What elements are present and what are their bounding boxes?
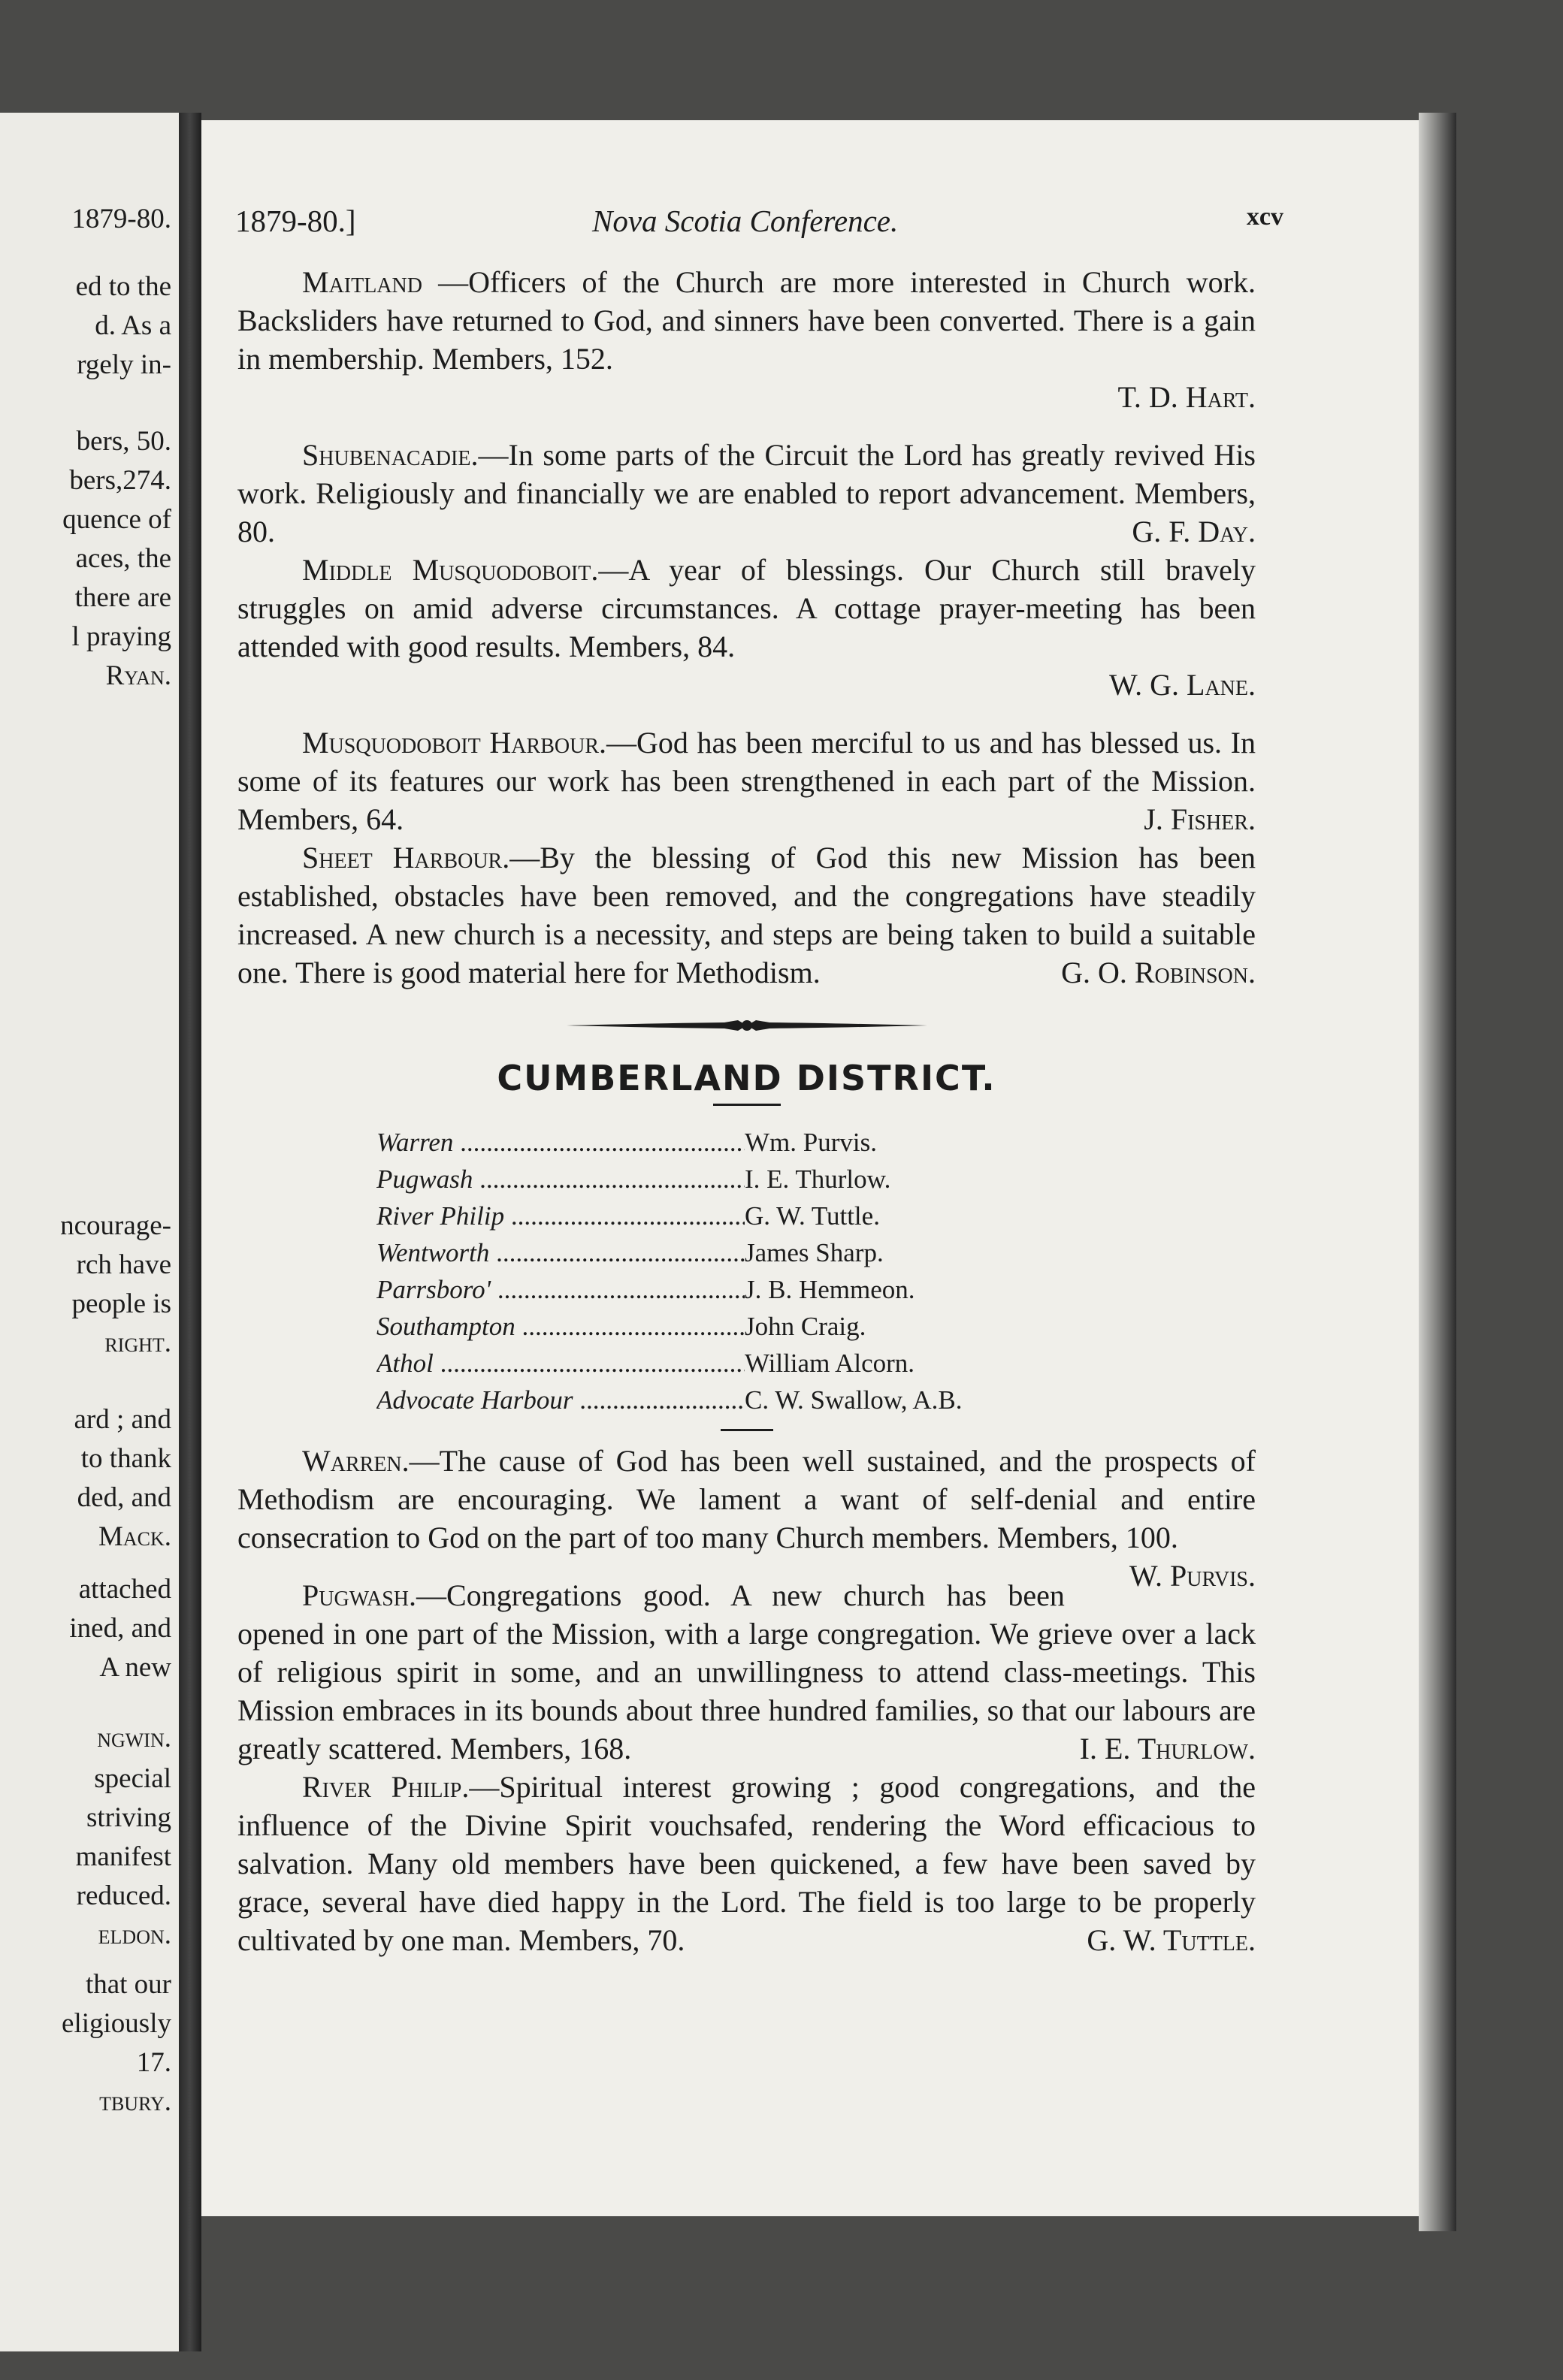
- circuit-place: Advocate Harbour .....: [376, 1382, 745, 1418]
- facing-page-line: ined, and: [69, 1613, 171, 1644]
- facing-page-line: quence of: [62, 504, 171, 535]
- report-text: —Spiritual interest growing ; good congregations, and the influence of the Divine Spirit vouchsafed, rendering the Word efficacious to salvation. Many old members have been quickened, a few have been saved by grace, several have died happy in the Lord. The field is too large to be properly cultivated by one man. Members, 70.: [237, 1770, 1256, 1957]
- minister-signature: J. Fisher.: [1144, 802, 1256, 836]
- appointed-minister: G. W. Tuttle.: [745, 1201, 880, 1231]
- facing-page-line: rgely in-: [77, 349, 171, 380]
- circuit-name: Sheet Harbour.: [302, 841, 510, 874]
- appointments-list: [376, 1124, 1053, 1418]
- facing-page-line: Mack.: [98, 1521, 171, 1552]
- facing-page-line: 17.: [136, 2047, 171, 2078]
- circuit-place: Southampton .....: [376, 1308, 745, 1345]
- circuit-name: Warren.: [302, 1444, 410, 1478]
- facing-page-line: eldon.: [98, 1919, 171, 1950]
- circuit-place: Pugwash .....: [376, 1161, 745, 1198]
- facing-page-line: striving: [86, 1802, 171, 1833]
- document-page: [201, 120, 1419, 2216]
- minister-signature: T. D. Hart.: [1117, 380, 1256, 414]
- facing-page-line: bers,274.: [69, 465, 171, 496]
- facing-page-line: ded, and: [77, 1482, 171, 1513]
- circuit-report: [237, 1768, 1256, 1959]
- appointed-minister: J. B. Hemmeon.: [745, 1275, 915, 1304]
- appointed-minister: C. W. Swallow, A.B.: [745, 1385, 963, 1415]
- circuit-report: [237, 1576, 1256, 1768]
- appointment-row: [376, 1234, 1053, 1271]
- report-text: —Officers of the Church are more interested in Church work. Backsliders have returned to God, and sinners have been converted. There is a gain in membership. Members, 152.: [237, 265, 1256, 376]
- report-text: —Congregations good. A new church has been opened in one part of the Mission, with a large congregation. We grieve over a lack of religious spirit in some, and an unwillingness to attend class-meetings. This Mission embraces in its bounds about three hundred families, so that our labours are greatly scattered. Members, 168.: [237, 1578, 1256, 1765]
- facing-page-line: people is: [71, 1288, 171, 1319]
- minister-signature: G. W. Tuttle.: [1087, 1923, 1256, 1957]
- circuit-report: [237, 436, 1256, 551]
- paragraph-gap: [237, 704, 1256, 723]
- district-title: CUMBERLAND DISTRICT.: [497, 1058, 996, 1098]
- report-text: —By the blessing of God this new Mission has been established, obstacles have been removed, and the congregations have steadily increased. A new church is a necessity, and steps are being taken to build a suitable one. There is good material here for Methodism.: [237, 841, 1256, 989]
- circuit-place: River Philip .....: [376, 1198, 745, 1234]
- appointment-row: [376, 1382, 1053, 1418]
- facing-page-line: d. As a: [95, 310, 171, 341]
- report-text: —In some parts of the Circuit the Lord has greatly revived His work. Religiously and financially we are enabled to report advancement. Members, 80.: [237, 438, 1256, 548]
- facing-page-line: A new: [99, 1652, 171, 1683]
- circuit-place: Athol .....: [376, 1345, 745, 1382]
- minister-signature: W. Purvis.: [1129, 1559, 1256, 1593]
- facing-page-line: ard ; and: [74, 1404, 171, 1435]
- report-text: —A year of blessings. Our Church still bravely struggles on amid adverse circumstances. A cottage prayer-meeting has been attended with good results. Members, 84.: [237, 553, 1256, 663]
- minister-signature: G. F. Day.: [1132, 515, 1256, 548]
- facing-page-line: bers, 50.: [76, 426, 171, 457]
- circuit-report: [237, 263, 1256, 416]
- circuit-name: Musquodoboit Harbour.: [302, 726, 607, 760]
- circuit-name: River Philip.: [302, 1770, 470, 1804]
- circuit-report: [237, 838, 1256, 992]
- circuit-name: Middle Musquodoboit.: [302, 553, 599, 587]
- facing-page-line: tbury.: [99, 2086, 171, 2117]
- facing-page-line: l praying: [71, 621, 171, 652]
- facing-page-line: ngwin.: [97, 1723, 171, 1753]
- facing-page-line: rch have: [76, 1249, 171, 1280]
- appointment-row: [376, 1271, 1053, 1308]
- running-header: [235, 203, 1283, 240]
- circuit-report: [237, 1442, 1256, 1593]
- facing-page-line: eligiously: [62, 2008, 171, 2039]
- circuit-name: Shubenacadie.: [302, 438, 479, 472]
- facing-page-line: attached: [78, 1574, 171, 1605]
- appointment-row: [376, 1198, 1053, 1234]
- circuit-name: Maitland: [302, 265, 422, 299]
- appointed-minister: William Alcorn.: [745, 1349, 915, 1378]
- page-content: [237, 263, 1256, 1979]
- appointment-row: [376, 1161, 1053, 1198]
- circuit-name: Pugwash.: [302, 1578, 417, 1612]
- circuit-place: Wentworth .....: [376, 1234, 745, 1271]
- facing-page-line: that our: [85, 1969, 171, 2000]
- book-gutter: [179, 113, 201, 2351]
- title-rule: [713, 1104, 781, 1106]
- appointed-minister: Wm. Purvis.: [745, 1128, 877, 1157]
- ornamental-divider: [567, 1014, 927, 1037]
- appointment-row: [376, 1345, 1053, 1382]
- facing-page-line: ncourage-: [60, 1210, 171, 1241]
- page-edge-shadow: [1419, 113, 1456, 2231]
- minister-signature: I. E. Thurlow.: [1079, 1732, 1256, 1765]
- appointment-row: [376, 1124, 1053, 1161]
- circuit-place: Parrsboro' .....: [376, 1271, 745, 1308]
- facing-page-line: manifest: [75, 1841, 171, 1872]
- header-year: 1879-80.]: [235, 204, 356, 238]
- appointed-minister: James Sharp.: [745, 1238, 884, 1267]
- appointed-minister: John Craig.: [745, 1312, 866, 1341]
- facing-page-line: 1879-80.: [71, 204, 171, 234]
- facing-page-line: special: [94, 1763, 171, 1794]
- appointment-row: [376, 1308, 1053, 1345]
- circuit-report: [237, 551, 1256, 704]
- facing-page-line: Ryan.: [105, 660, 171, 691]
- facing-page-line: aces, the: [75, 543, 171, 574]
- facing-page-line: reduced.: [76, 1880, 171, 1911]
- facing-page-line: right.: [104, 1327, 171, 1358]
- facing-page-line: ed to the: [75, 271, 171, 302]
- facing-page-line: there are: [74, 582, 171, 613]
- minister-signature: W. G. Lane.: [1109, 668, 1256, 702]
- circuit-report: [237, 723, 1256, 838]
- section-rule: [721, 1429, 773, 1431]
- appointed-minister: I. E. Thurlow.: [745, 1164, 891, 1194]
- minister-signature: G. O. Robinson.: [1061, 956, 1256, 989]
- header-page-number: xcv: [1246, 203, 1283, 231]
- header-title: Nova Scotia Conference.: [592, 204, 899, 238]
- circuit-place: Warren .....: [376, 1124, 745, 1161]
- report-text: —God has been merciful to us and has blessed us. In some of its features our work has been strengthened in each part of the Mission. Members, 64.: [237, 726, 1256, 836]
- paragraph-gap: [237, 1959, 1256, 1979]
- facing-page-line: to thank: [80, 1443, 171, 1474]
- facing-page: [0, 113, 179, 2351]
- paragraph-gap: [237, 416, 1256, 436]
- reports-top: [237, 263, 1256, 992]
- reports-bottom: [237, 1442, 1256, 1979]
- report-text: —The cause of God has been well sustained, and the prospects of Methodism are encouraging. We lament a want of self-denial and entire consecration to God on the part of too many Church members. Members, 100.: [237, 1444, 1256, 1554]
